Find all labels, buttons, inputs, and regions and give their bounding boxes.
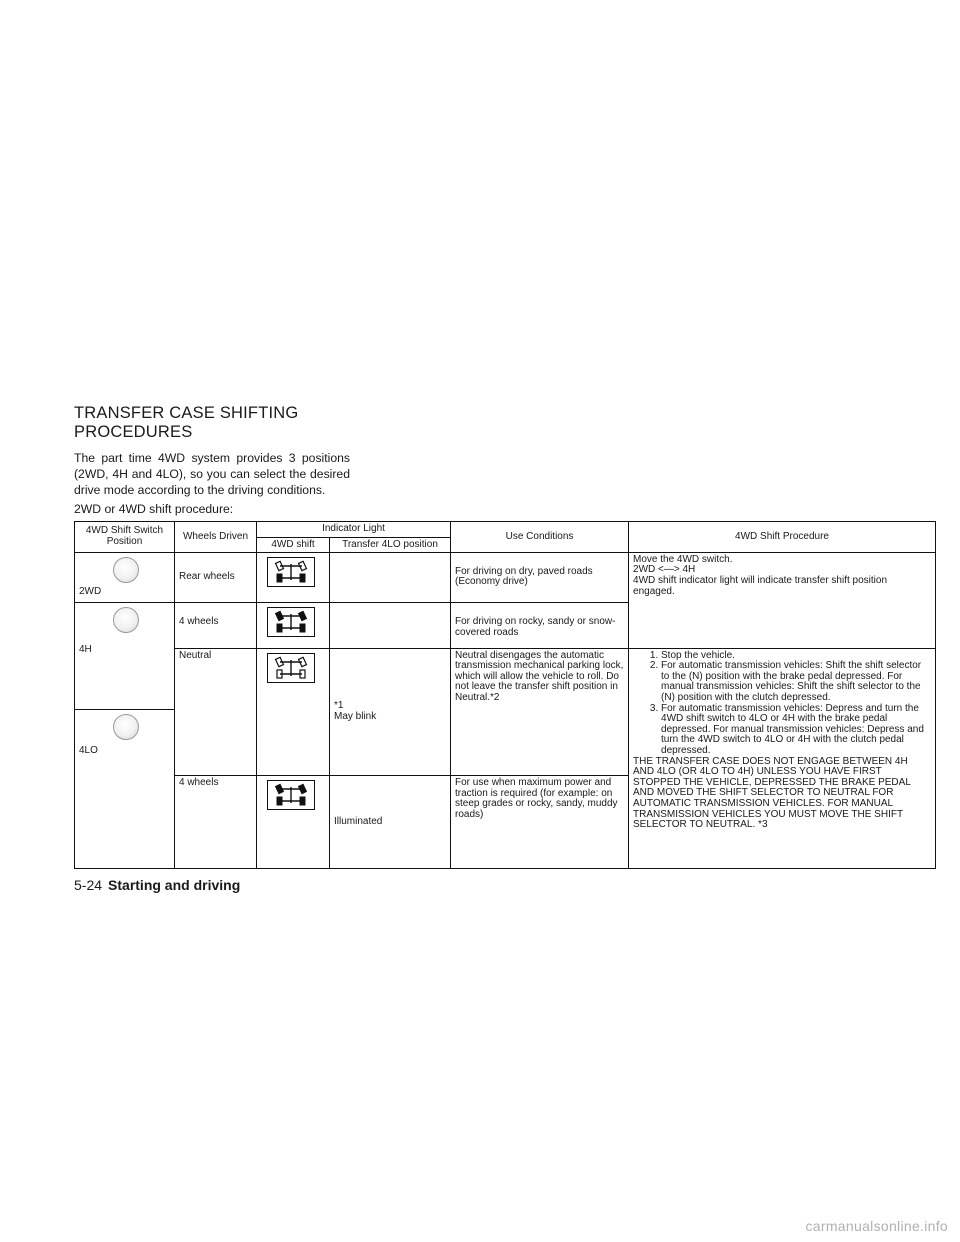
use-cell-4h: For driving on rocky, sandy or snow-covered roads (451, 603, 629, 648)
transfer-cell-2wd (330, 552, 451, 602)
procedure-line: 4WD shift indicator light will indicate transfer shift position engaged. (633, 575, 888, 597)
header-4wd-shift: 4WD shift (257, 538, 330, 552)
wheels-cell-4lo: 4 wheels (175, 776, 257, 869)
transfer-note: *1 (334, 700, 344, 712)
procedure-line: 2WD <—> 4H (633, 564, 696, 576)
procedure-step: 2. For automatic transmission vehicles: Shift the shift selector to the (N) position with the brake pedal depressed. For manual transmission vehicles: Shift the shift selector to the (N) position with the clutch depressed. (661, 661, 931, 703)
indicator-cell-2wd (257, 552, 330, 602)
wheels-cell-4h: 4 wheels (175, 603, 257, 648)
position-label-4h: 4H (79, 644, 92, 656)
transfer-cell-4h (330, 603, 451, 648)
procedure-step: 3. For automatic transmission vehicles: Depress and turn the 4WD shift switch to 4LO or 4H with the brake pedal depressed. For manual transmission vehicles: Depress and turn the 4WD switch to 4LO or 4H with the clutch pedal depressed. (661, 704, 931, 757)
watermark-text: carmanualsonline.info (805, 1218, 948, 1234)
indicator-cell-4lo (257, 776, 330, 869)
4wd-switch-dial-icon (113, 714, 139, 740)
intro-paragraph: The part time 4WD system provides 3 positions (2WD, 4H and 4LO), so you can select the desired drive mode according to the driving conditions. (74, 451, 350, 497)
procedure-steps (633, 651, 931, 757)
position-label-4lo: 4LO (79, 745, 98, 757)
4wd-indicator-icon (267, 780, 315, 810)
4wd-indicator-icon (267, 607, 315, 637)
procedure-step: 1. Stop the vehicle. (661, 651, 931, 662)
page-number: 5-24 (74, 877, 103, 893)
use-cell-4lo: For use when maximum power and traction is required (for example: on steep grades or rocky, sandy, muddy roads) (451, 776, 629, 869)
caution-text: THE TRANSFER CASE DOES NOT ENGAGE BETWEEN 4H AND 4LO (OR 4LO TO 4H) UNLESS YOU HAVE FIRST STOPPED THE VEHICLE, DEPRESSED THE BRAKE PEDAL AND MOVED THE SHIFT SELECTOR TO NEUTRAL FOR AUTOMATIC TRANSMISSION VEHICLES. FOR MANUAL TRANSMISSION VEHICLES YOU MUST MOVE THE SHIFT SELECTOR TO NEUTRAL. *3 (633, 755, 911, 831)
4wd-switch-dial-icon (113, 607, 139, 633)
transfer-cell-4lo: Illuminated (330, 776, 451, 869)
procedure-cell-neutral-4lo (629, 648, 936, 868)
procedure-subheading: 2WD or 4WD shift procedure: (74, 502, 234, 516)
4wd-indicator-icon (267, 653, 315, 683)
header-switch-position: 4WD Shift Switch Position (75, 522, 175, 553)
transfer-note: May blink (334, 710, 377, 722)
position-label-2wd: 2WD (79, 585, 102, 597)
transfer-cell-neutral (330, 648, 451, 776)
indicator-cell-neutral (257, 648, 330, 776)
use-cell-2wd: For driving on dry, paved roads (Economy drive) (451, 552, 629, 602)
header-shift-procedure: 4WD Shift Procedure (629, 522, 936, 553)
indicator-cell-4h (257, 603, 330, 648)
position-cell-4h (75, 603, 175, 710)
4wd-switch-dial-icon (113, 557, 139, 583)
wheels-cell-neutral: Neutral (175, 648, 257, 776)
shift-procedure-table (74, 521, 936, 869)
2wd-indicator-icon (267, 557, 315, 587)
header-indicator-light: Indicator Light (257, 522, 451, 538)
header-use-conditions: Use Conditions (451, 522, 629, 553)
table-row (75, 552, 936, 602)
procedure-line: Move the 4WD switch. (633, 553, 733, 565)
header-transfer-4lo: Transfer 4LO position (330, 538, 451, 552)
position-cell-4lo (75, 710, 175, 869)
chapter-title: Starting and driving (108, 877, 241, 893)
header-wheels-driven: Wheels Driven (175, 522, 257, 553)
use-cell-neutral: Neutral disengages the automatic transmission mechanical parking lock, which will allow the vehicle to roll. Do not leave the transfer shift position in Neutral.*2 (451, 648, 629, 776)
position-cell-2wd (75, 552, 175, 602)
section-heading: TRANSFER CASE SHIFTING PROCEDURES (74, 404, 299, 441)
table-row (75, 648, 936, 710)
wheels-cell-2wd: Rear wheels (175, 552, 257, 602)
procedure-cell-2wd-4h (629, 552, 936, 648)
page-footer (74, 876, 240, 894)
